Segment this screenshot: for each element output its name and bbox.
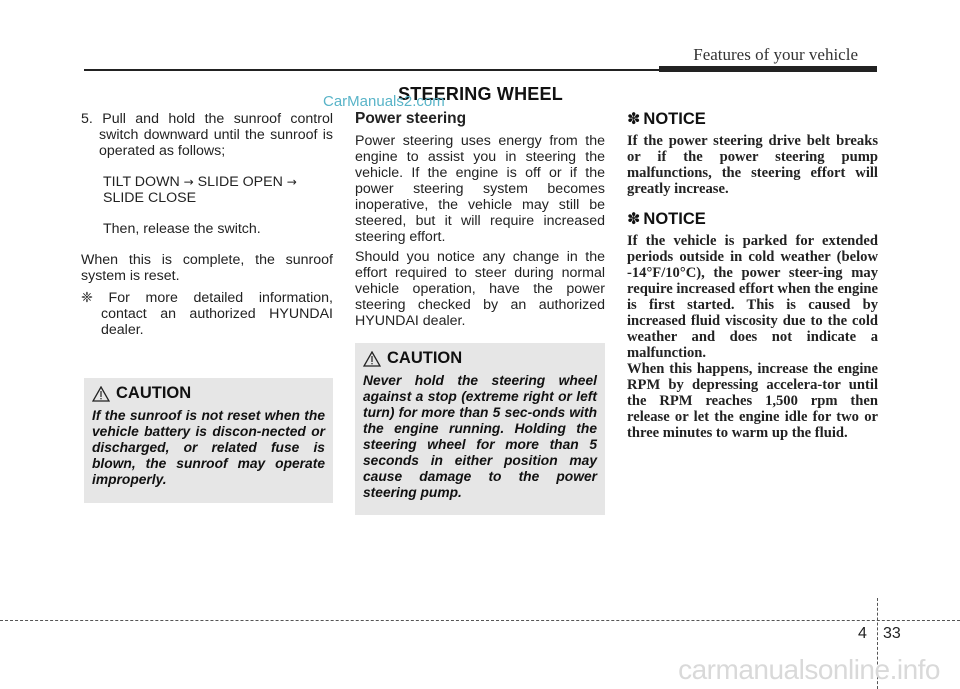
chapter-number: 4: [858, 625, 867, 642]
page-number: 33: [883, 625, 901, 642]
step-5-text: 5. Pull and hold the sunroof control switch downward until the sunroof is operated as follows;: [81, 111, 333, 159]
notice-2-label: NOTICE: [643, 210, 706, 228]
complete-text: When this is complete, the sunroof system is reset.: [81, 252, 333, 284]
notice-2-text-continued: When this happens, increase the engine RPM by depressing accelera-tor until the RPM reaches 1,500 rpm then release or let the engine idle for two or three minutes to warm up the fluid.: [627, 361, 878, 441]
release-text: Then, release the switch.: [103, 221, 261, 237]
power-steering-heading: Power steering: [355, 110, 467, 127]
caution-header: [363, 349, 597, 368]
notice-1-text: If the power steering drive belt breaks or if the power steering pump malfunctions, the steering effort will greatly increase.: [627, 133, 878, 197]
info-note: ❈ For more detailed information, contact an authorized HYUNDAI dealer.: [81, 290, 333, 338]
notice-star-icon: ✽: [627, 109, 641, 128]
watermark-bottom: carmanualsonline.info: [678, 654, 940, 685]
notice-2-title: [627, 211, 878, 227]
caution-title: CAUTION: [387, 349, 463, 367]
left-column: [81, 111, 333, 338]
section-title: Features of your vehicle: [693, 45, 858, 64]
power-steering-paragraph-2: Should you notice any change in the effort required to steer during normal vehicle operation, have the power steering checked by an authorized HYUNDAI dealer.: [355, 249, 605, 329]
page-heading: STEERING WHEEL: [398, 84, 563, 104]
middle-column: [355, 111, 605, 333]
sequence-slide-close: SLIDE CLOSE: [103, 190, 197, 206]
watermark-top: CarManuals2.com: [323, 93, 445, 110]
footer-divider: [0, 620, 960, 621]
sequence-slide-open: SLIDE OPEN: [193, 174, 287, 190]
notice-1-title: [627, 111, 878, 127]
power-steering-paragraph-1: Power steering uses energy from the engine to assist you in steering the vehicle. If the engine is off or if the power steering system becomes inoperative, the vehicle may still be steered, but it will require increased steering effort.: [355, 133, 605, 245]
caution-text: Never hold the steering wheel against a stop (extreme right or left turn) for more than 5 sec-onds with the engine running. Holding the steering wheel for more than 5 seconds in either position may cause damage to the power steering pump.: [363, 373, 597, 500]
header-rule-accent: [659, 66, 877, 72]
notice-1-label: NOTICE: [643, 110, 706, 128]
caution-text: If the sunroof is not reset when the vehicle battery is discon-nected or discharged, or related fuse is blown, the sunroof may operate improperly.: [92, 408, 325, 487]
caution-title: CAUTION: [116, 384, 192, 402]
arrow-right-icon: →: [183, 175, 194, 189]
warning-triangle-icon: [363, 351, 381, 367]
warning-triangle-icon: [92, 386, 110, 402]
right-column: [627, 111, 878, 455]
caution-header: [92, 384, 325, 403]
sequence-line: [81, 174, 333, 206]
notice-2-text: If the vehicle is parked for extended periods outside in cold weather (below -14°F/10°C), the power steer-ing may require increased effort when the engine is first started. This is caused by increased fluid viscosity due to the cold weather and does not indicate a malfunction.: [627, 233, 878, 361]
header-rule: [84, 69, 659, 71]
arrow-right-icon: →: [286, 175, 297, 189]
sequence-tilt-down: TILT DOWN: [103, 174, 184, 190]
sunroof-caution-box: [84, 378, 333, 503]
notice-star-icon: ✽: [627, 209, 641, 228]
steering-caution-box: [355, 343, 605, 515]
